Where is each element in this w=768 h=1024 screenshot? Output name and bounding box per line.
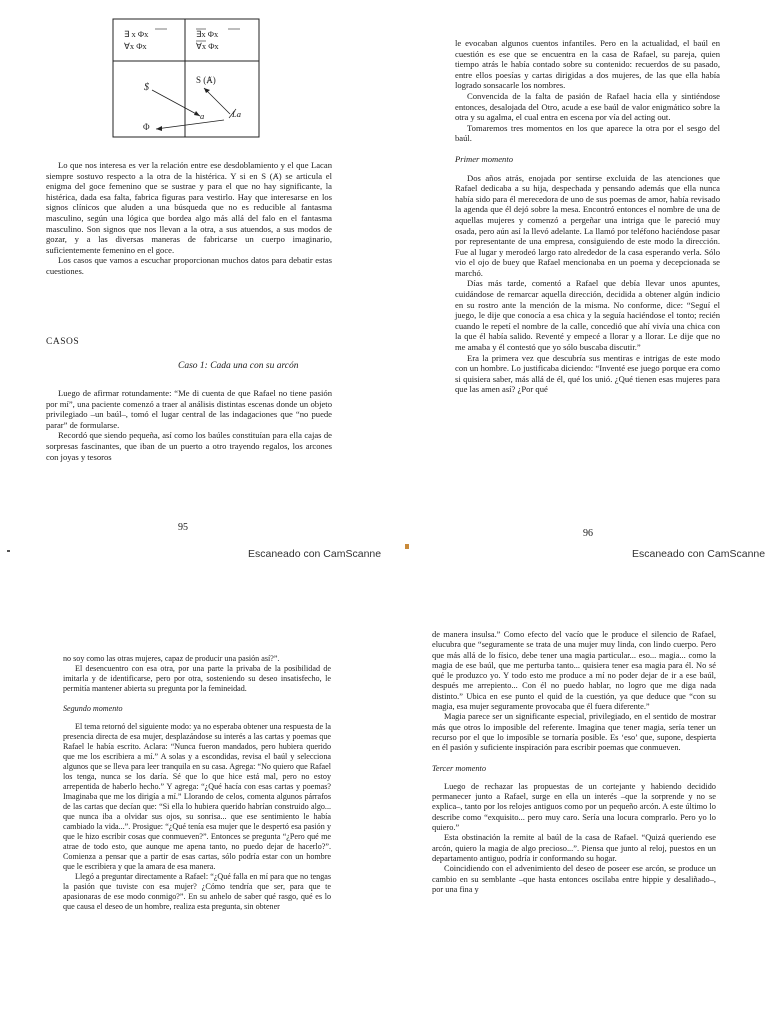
p98-paragraph: Magia parece ser un significante especial, privilegiado, en el sentido de mostrar más que otros lo imposible del referente. Imagina que tener magia, sería tener un recurso por el que lo imposible se tornaría posible. Es ‘eso’ que, supone, despierta en él pasión y suficiente inspiración para escribir poemas que conmueven.: [432, 712, 716, 753]
p96-paragraph: le evocaban algunos cuentos infantiles. Pero en la actualidad, el baúl en cuestión es ese que se encuentra en la casa de Rafael, su pareja, quien tiempo atrás le había contado sobre su contenido: recuerdos de su pasado, entre ellos poesías y cartas dirigidas a dos mujeres, de las que ella había logrado sonsacarle los nombres.: [455, 38, 720, 91]
p97-paragraph: Llegó a preguntar directamente a Rafael: “¿Qué falla en mí para que no tengas la pasión que tuviste con esa mujer? ¿Cómo tendría que ser, para que te apasionaras de ese modo conmigo?”. En su anhelo de saber qué rasgo, qué es lo que causa el deseo de un hombre, realiza esta pregunta, sin obtener: [63, 872, 331, 911]
p98-paragraph: de manera insulsa.” Como efecto del vacío que le produce el silencio de Rafael, elucubra que “seguramente se trata de una mujer muy linda, con lindo cuerpo. Pero que más allá de lo físico, debe tener una magia particular... eso... magia... como la magia de ese baúl, que me perturba tanto... quisiera tener esa magia para él. No sé qué le produzco yo. Y todo esto me produce a mí no poder dejar de ir a ese baúl, después me arrepiento... Con él no puedo hablar, no logro que me diga nada distinto.” Ubica en ese punto el quid de la cuestión, ya que deduce que “con su magia, esa mujer seguramente provocaba que él fuera diferente.”: [432, 630, 716, 712]
diagram-a: a: [200, 111, 205, 121]
diagram-s-barred: $: [144, 82, 149, 93]
p96-paragraph: Tomaremos tres momentos en los que aparece la otra por el sesgo del baúl.: [455, 122, 720, 144]
diagram-phi: Φ: [143, 122, 150, 132]
case-paragraph: Luego de afirmar rotundamente: “Me di cuenta de que Rafael no tiene pasión por mí”, una paciente comenzó a traer al análisis distintas escenas donde un objeto privilegiado –un baúl–, tomó el lugar central de las indagaciones que “no puede parar” de formularse.: [46, 388, 332, 430]
p97-paragraph: El tema retornó del siguiente modo: ya no esperaba obtener una respuesta de la presencia directa de esa mujer, desplazándose su interés a las cartas y poemas que Rafael le había escrito. Aclara: “Nunca fueron mandados, pero hubiera querido que me los escribiera a mí.” A solas y a escondidas, revisa el baúl y selecciona algunos que se lleva para leer tranquila en su casa. Agrega: “No quiero que Rafael los tenga, nunca se los daría. Sé que lo que hice está mal, pero no estoy arrepentida de haberlo hecho.” Y agrega: “¿Qué hacía con esas cartas y poemas? Imaginaba que me los dirigía a mí.” Llorando de celos, comenta algunos párrafos de las cartas que decían que: “Si ella lo hubiera querido habrían construido algo... que nunca iba a olvidar sus ojos, su sonrisa... que ese sentimiento le había cambiado la vida...”. Prosigue: “¿Qué tenía esa mujer que le despertó esa pasión y que le hizo escribir cosas que conmueven?”. Entonces se pregunta “¿Pero qué me atrae de todo esto, que aunque me apena tanto, no puedo dejar de hacerlo?”. Comienza a pensar que a partir de esas cartas, sólo podría estar con un hombre que le escribiera y que la amara de esa manera.: [63, 722, 331, 871]
diagram-top-right-line1: ∃x Φx: [196, 29, 219, 39]
p95-paragraph: Los casos que vamos a escuchar proporcionan muchos datos para debatir estas cuestiones.: [46, 255, 332, 276]
scanner-watermark: Escaneado con CamScanne: [248, 548, 382, 560]
scan-gap: [0, 540, 768, 584]
schema-diagram: [112, 18, 260, 138]
p96-paragraph: Días más tarde, comentó a Rafael que debía llevar unos apuntes, cuidándose de remarcar aquella dirección, decidida a obtener algún indicio en su rostro ante la mención de la misma. No conforme, dice: “Seguí el juego, le dije que conocía a esa chica y la seguía haciéndose el tonto; recién cuando le repetí el nombre de la calle, concedió que ahí vivía una chica con la que él había salido. Reventé y empecé a llorar y a llorar. Le dije que no me amaba y él contestó que yo sólo buscaba discutir.”: [455, 278, 720, 353]
p97-paragraph: El desencuentro con esa otra, por una parte la privaba de la posibilidad de imitarla y de identificarse, pero por otra, sosteniendo su deseo insatisfecho, le permitía mantener abierta su pregunta por la femineidad.: [63, 664, 331, 693]
p97-paragraph: no soy como las otras mujeres, capaz de producir una pasión así?”.: [63, 654, 280, 663]
section-heading: Tercer momento: [432, 763, 487, 773]
page-number: 96: [583, 528, 593, 539]
diagram-top-left-line1: ∃ x Φx: [124, 29, 149, 39]
scan-mark: [405, 544, 409, 549]
case-title: Caso 1: Cada una con su arcón: [178, 361, 299, 371]
p98-paragraph: Coincidiendo con el advenimiento del deseo de poseer ese arcón, se produce un cambio en su semblante –que hasta entonces oscilaba entre hippie y desaliñado–, por una fina y: [432, 864, 716, 894]
section-heading: Primer momento: [455, 153, 513, 164]
scan-mark: [7, 550, 10, 552]
p96-paragraph: Era la primera vez que descubría sus mentiras e intrigas de este modo con un hombre. Lo justificaba diciendo: “Inventé ese juego porque era como si quisiera saber, más allá de él, qué los unió. ¿Qué tienen esas mujeres para que las amen así? ¿Por qué: [455, 352, 720, 395]
page-number: 95: [178, 522, 188, 533]
page-97: [0, 584, 384, 1024]
section-heading: CASOS: [46, 337, 80, 347]
p98-paragraph: Esta obstinación la remite al baúl de la casa de Rafael. “Quizá queriendo ese arcón, quiero la magia de algo precioso...”. Piensa que junto al reloj, puestos en un departamento antiguo, podría ir conformando su hogar.: [432, 833, 716, 863]
p98-paragraph: Luego de rechazar las propuestas de un cortejante y habiendo decidido permanecer junto a Rafael, surge en ella un interés –que la sorprende y no se explica–, tanto por los relojes antiguos como por un pequeño arcón. A este último lo describe como “exquisito... pero muy caro. Sería una locura comprarlo. Pero yo lo quiero.”: [432, 781, 716, 833]
page-98: [384, 584, 768, 1024]
page-96: [384, 0, 768, 540]
page-95: [0, 0, 384, 540]
diagram-top-left-line2: ∀x Φx: [124, 41, 147, 51]
diagram-s-a: S (Ⱥ): [196, 75, 216, 85]
case-paragraph: Recordó que siendo pequeña, así como los baúles constituían para ella cajas de sorpresas fascinantes, que iban de un puerto a otro trayendo regalos, los arcones con joyas y tesoros: [46, 430, 332, 462]
diagram-la: La: [232, 109, 241, 119]
diagram-top-right-line2: ∀x Φx: [196, 41, 219, 51]
p95-paragraph: Lo que nos interesa es ver la relación entre ese desdoblamiento y el que Lacan siempre sostuvo respecto a la otra de la histérica. Y si en S (Ⱥ) se articula el enigma del goce femenino que se sustrae y para el que no hay significante, la histérica, dada esa falta, fabrica figuras para vestirlo. Hay que interesarse en los signos clínicos que aluden a una búsqueda que no es reducible al fantasma masculino, según una lógica que bordea algo más allá del falo en el fantasma masculino. Son signos que nos llevan a la otra, a sus atuendos, a sus modos de gozar, y a las diversas maneras de fabricarse un cuerpo imaginario, suficientemente femenino en el goce.: [46, 160, 332, 255]
p96-paragraph: Dos años atrás, enojada por sentirse excluida de las atenciones que Rafael dedicaba a su hija, despechada y pensando además que ella nunca había sido para él merecedora de uno de sus poemas de amor, había revisado la agenda que él dejó sobre la mesa. Encontró entonces el nombre de una de aquellas mujeres y comenzó a pergeñar una intriga que le pareció muy osada, pero aún así la llevó adelante. La llamó por teléfono haciéndose pasar por representante de una empresa, consiguiendo de este modo la dirección. Fue al lugar y merodeó largo rato alrededor de la casa esperando verla. Sólo vio el ojo de buey que Rafael mencionaba en un poema y decepcionada se marchó.: [455, 172, 720, 278]
p96-paragraph: Convencida de la falta de pasión de Rafael hacia ella y sintiéndose entonces, desalojada del Otro, acude a ese baúl de valor enigmático sobre la otra y su agalma, el cual entra en escena por vía del acting out.: [455, 90, 720, 123]
section-heading: Segundo momento: [63, 704, 123, 713]
scanner-watermark: Escaneado con CamScanne: [632, 548, 766, 560]
